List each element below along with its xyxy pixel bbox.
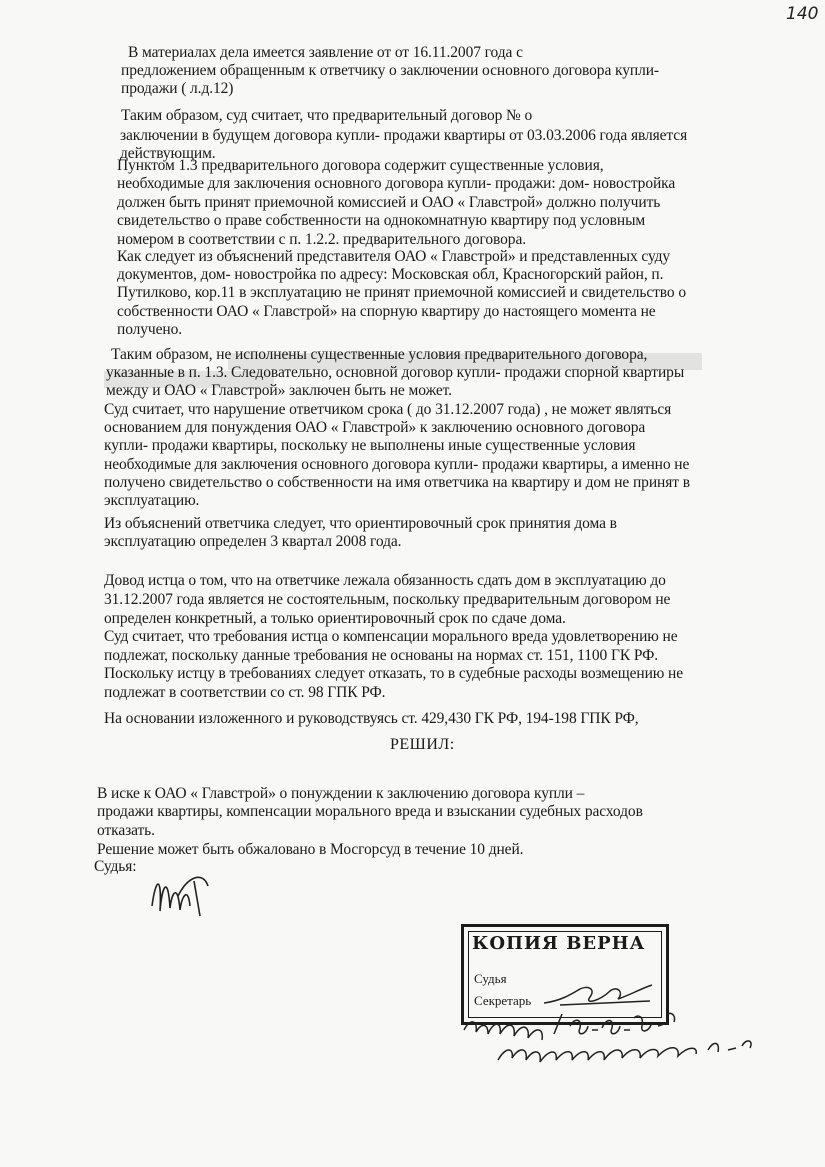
stamp-secretary-label: Секретарь bbox=[474, 993, 532, 1008]
text-line: необходимые для заключения основного договора купли- продажи квартиры, а именно не bbox=[104, 456, 690, 473]
text-line: получено. bbox=[117, 321, 183, 338]
text-line: эксплуатацию определен 3 квартал 2008 года. bbox=[104, 533, 402, 550]
text-line: получено свидетельство о собственности на имя ответчика на квартиру и дом не принят в bbox=[104, 474, 690, 491]
text-line: Довод истца о том, что на ответчике лежала обязанность сдать дом в эксплуатацию до bbox=[104, 572, 666, 589]
text-line: подлежат в соответствии со ст. 98 ГПК РФ. bbox=[104, 684, 386, 701]
judge-signature bbox=[148, 866, 228, 926]
text-line: На основании изложенного и руководствуясь ст. 429,430 ГК РФ, 194-198 ГПК РФ, bbox=[104, 710, 639, 727]
text-line: Таким образом, не исполнены существенные условия предварительного договора, bbox=[111, 346, 648, 363]
decision-heading: РЕШИЛ: bbox=[390, 736, 455, 753]
text-line: заключении в будущем договора купли- продажи квартиры от 03.03.2006 года является bbox=[120, 127, 688, 144]
text-line: должен быть принят приемочной комиссией и ОАО « Главстрой» должно получить bbox=[117, 194, 661, 211]
text-line: Пунктом 1.3 предварительного договора содержит существенные условия, bbox=[117, 157, 604, 174]
text-line: Из объяснений ответчика следует, что ориентировочный срок принятия дома в bbox=[104, 515, 617, 532]
text-line: отказать. bbox=[97, 822, 155, 839]
text-line: предложением обращенным к ответчику о заключении основного договора купли- bbox=[121, 62, 659, 79]
stamp-title: КОПИЯ ВЕРНА bbox=[472, 933, 646, 954]
page-number: 140 bbox=[786, 4, 819, 24]
text-line: эксплуатацию. bbox=[104, 492, 200, 509]
text-line: В материалах дела имеется заявление от от 16.11.2007 года с bbox=[128, 44, 523, 61]
text-line: Таким образом, суд считает, что предварительный договор № о bbox=[121, 107, 533, 124]
text-line: между и ОАО « Главстрой» заключен быть не может. bbox=[106, 382, 452, 399]
text-line: Судья: bbox=[94, 858, 137, 875]
text-line: 31.12.2007 года является не состоятельным, поскольку предварительным договором не bbox=[104, 591, 671, 608]
text-line: подлежат, поскольку данные требования не основаны на нормах ст. 151, 1100 ГК РФ. bbox=[104, 647, 659, 664]
text-line: Суд считает, что нарушение ответчиком срока ( до 31.12.2007 года) , не может являться bbox=[104, 401, 672, 418]
text-line: определен конкретный, а только ориентировочный срок по сдаче дома. bbox=[104, 610, 566, 627]
text-line: собственности ОАО « Главстрой» на спорную квартиру до настоящего момента не bbox=[117, 303, 656, 320]
text-line: купли- продажи квартиры, поскольку не выполнены иные существенные условия bbox=[104, 437, 636, 454]
text-line: продажи ( л.д.12) bbox=[121, 80, 234, 97]
text-line: номером в соответствии с п. 1.2.2. предварительного договора. bbox=[117, 231, 526, 248]
text-line: Поскольку истцу в требованиях следует отказать, то в судебные расходы возмещению не bbox=[104, 665, 683, 682]
text-line: продажи квартиры, компенсации морального вреда и взыскании судебных расходов bbox=[97, 803, 643, 820]
text-line: Решение может быть обжаловано в Мосгорсуд в течение 10 дней. bbox=[97, 841, 524, 858]
text-line: Путилково, кор.11 в эксплуатацию не принят приемочной комиссией и свидетельство о bbox=[117, 284, 686, 301]
text-line: свидетельство о праве собственности на однокомнатную квартиру под условным bbox=[117, 212, 646, 229]
handwritten-note bbox=[458, 1000, 768, 1070]
text-line: В иске к ОАО « Главстрой» о понуждении к заключению договора купли – bbox=[97, 785, 585, 802]
text-line: Как следует из объяснений представителя ОАО « Главстрой» и представленных суду bbox=[117, 248, 671, 265]
text-line: документов, дом- новостройка по адресу: Московская обл, Красногорский район, п. bbox=[117, 266, 664, 283]
stamp-judge-label: Судья bbox=[474, 971, 507, 986]
text-line: указанные в п. 1.3. Следовательно, основной договор купли- продажи спорной квартиры bbox=[106, 364, 685, 381]
text-line: необходимые для заключения основного договора купли- продажи: дом- новостройка bbox=[117, 175, 676, 192]
text-line: действующим. bbox=[120, 145, 216, 162]
text-line: Суд считает, что требования истца о компенсации морального вреда удовлетворению не bbox=[104, 628, 678, 645]
text-line: основанием для понуждения ОАО « Главстрой» к заключению основного договора bbox=[104, 419, 646, 436]
